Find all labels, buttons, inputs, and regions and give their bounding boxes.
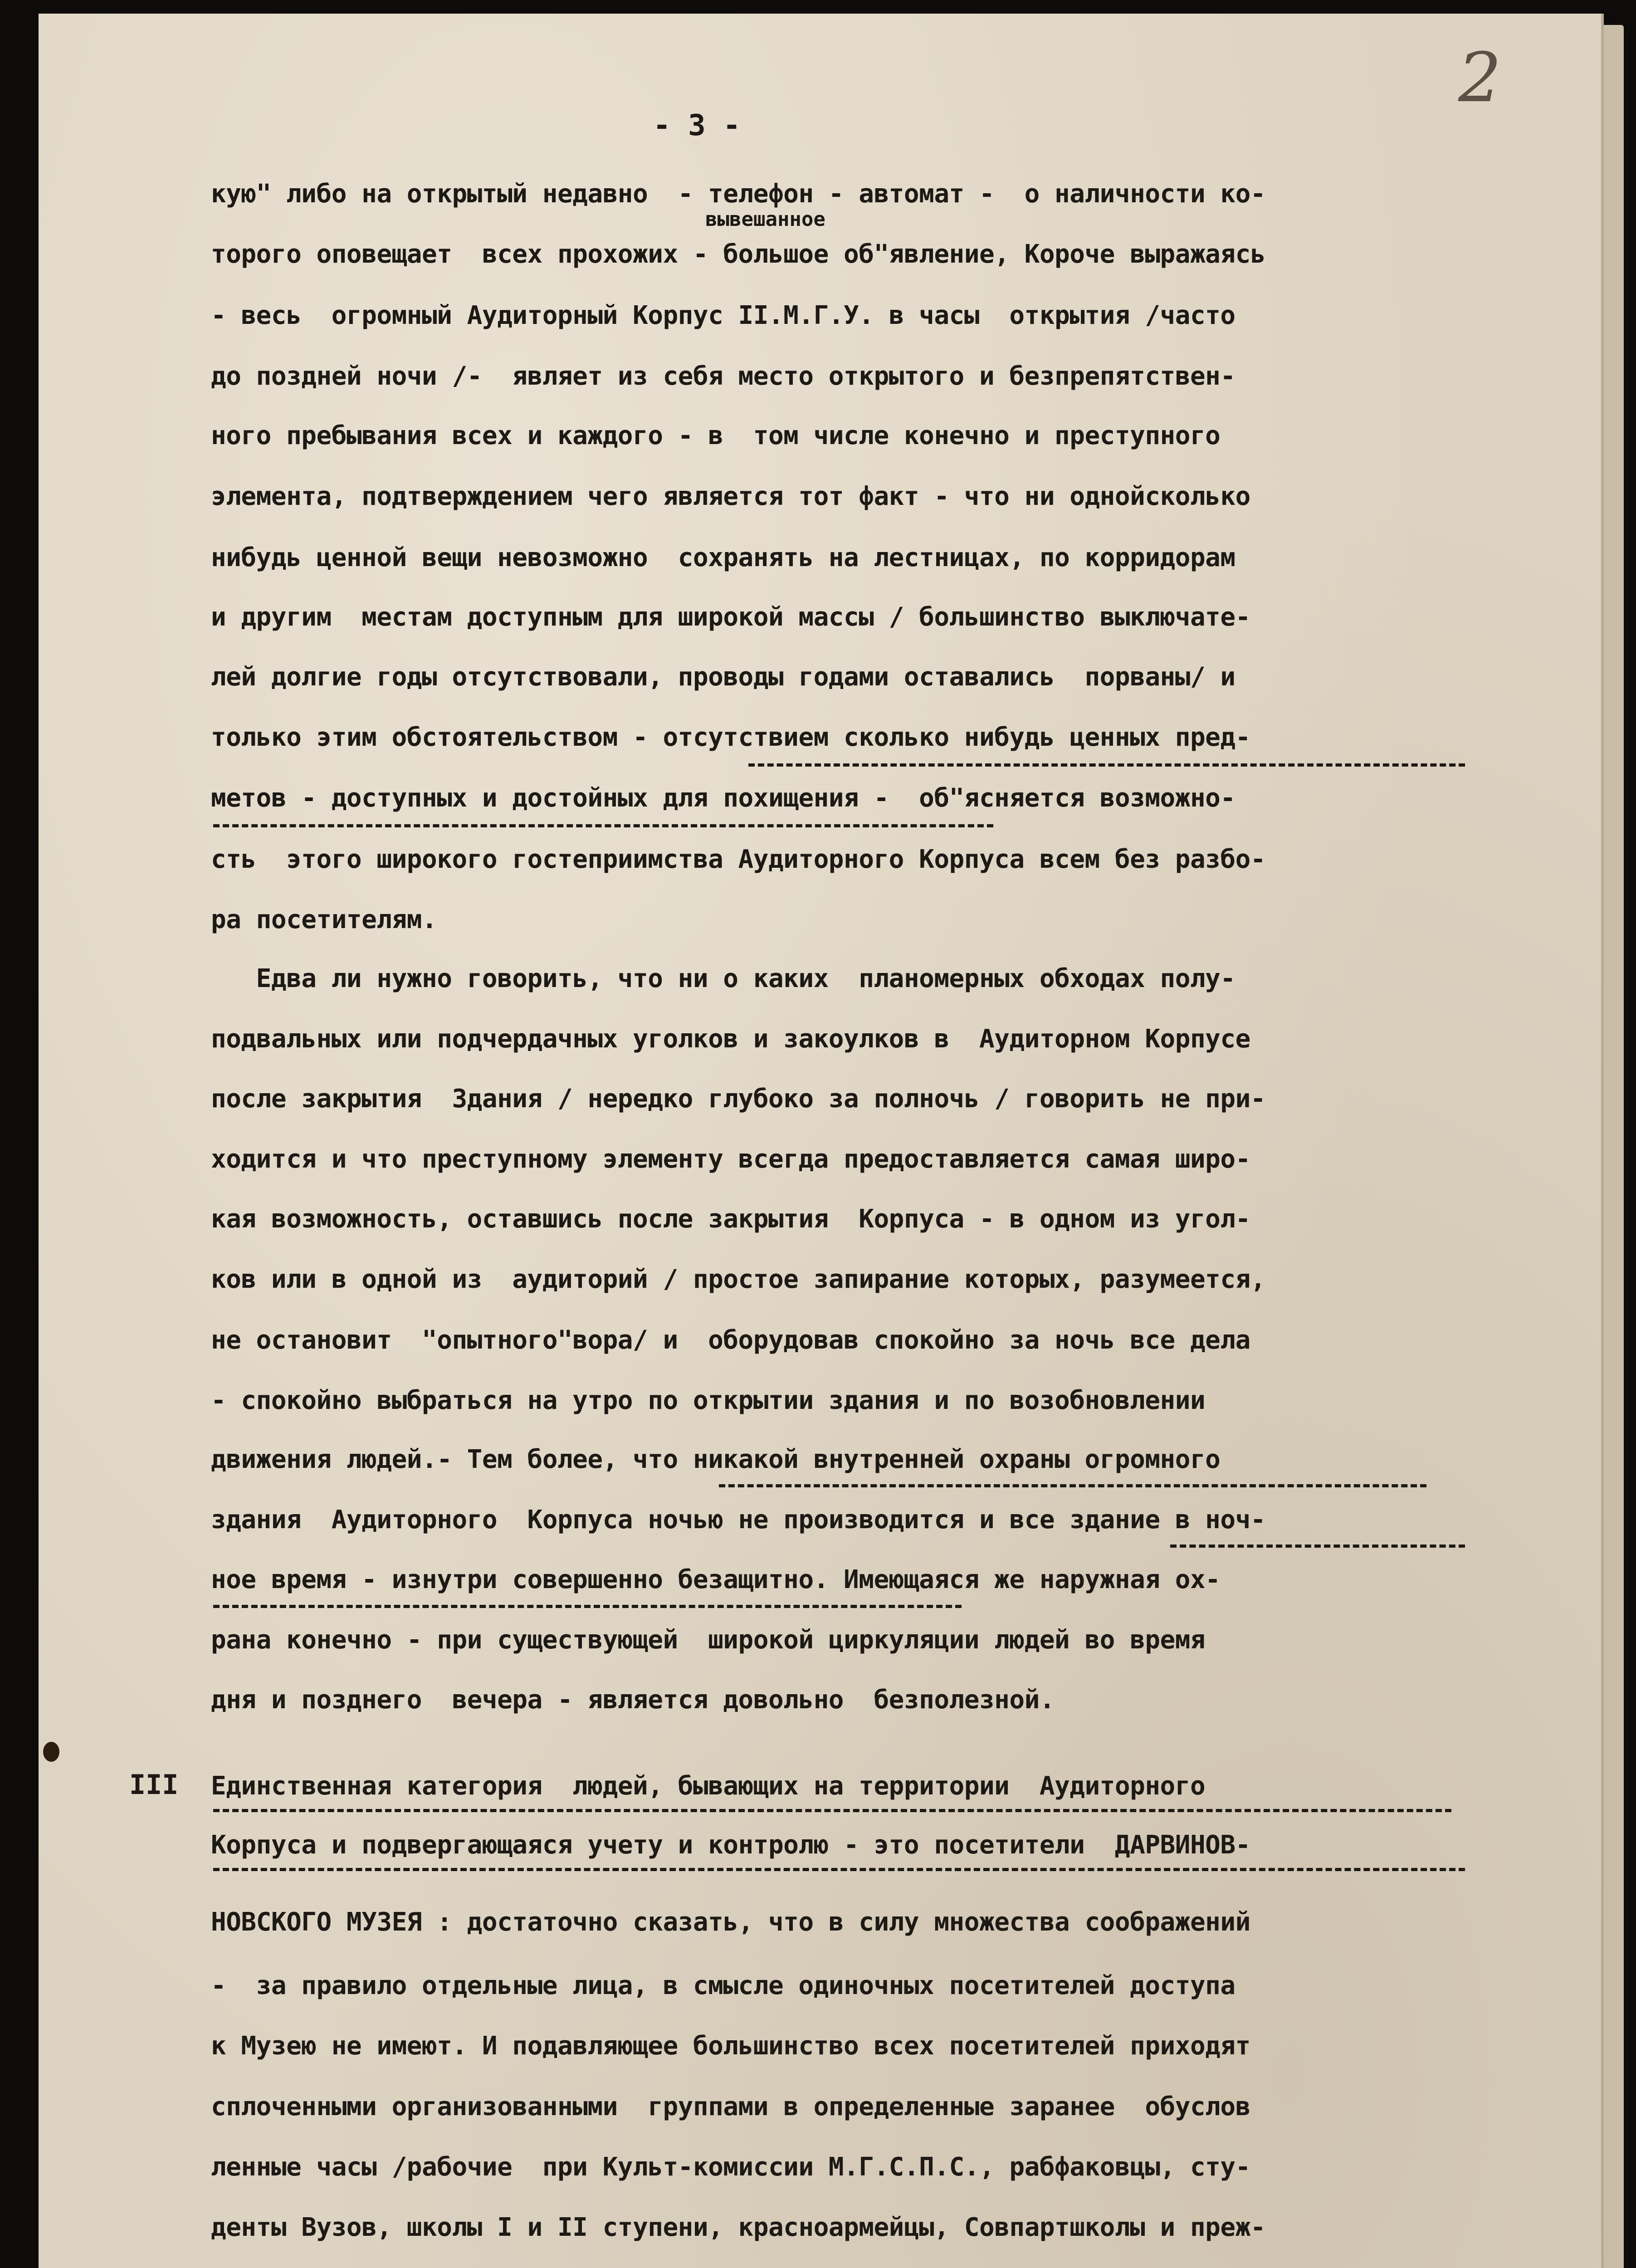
text-line: к Музею не имеют. И подавляющее большинство всех посетителей приходят <box>211 2031 1250 2061</box>
text-line: рана конечно - при существующей широкой циркуляции людей во время <box>211 1625 1206 1655</box>
text-line: - за правило отдельные лица, в смысле одиночных посетителей доступа <box>211 1971 1236 2000</box>
text-line: метов - доступных и достойных для похищения - об"ясняется возможно- <box>211 783 1236 813</box>
text-line: дня и позднего вечера - является довольно безполезной. <box>211 1685 1055 1715</box>
text-line: не остановит "опытного"вора/ и оборудовав спокойно за ночь все дела <box>211 1325 1250 1355</box>
text-line: подвальных или подчердачных уголков и закоулков в Аудиторном Корпусе <box>211 1024 1250 1054</box>
text-line: торого оповещает всех прохожих - большое об"явление, Короче выражаясь <box>211 240 1266 269</box>
text-line: здания Аудиторного Корпуса ночью не производится и все здание в ноч- <box>211 1505 1266 1535</box>
text-line: ра посетителям. <box>211 905 437 934</box>
text-line: НОВСКОГО МУЗЕЯ : достаточно сказать, что в силу множества соображений <box>211 1907 1250 1937</box>
text-line: - спокойно выбраться на утро по открытии здания и по возобновлении <box>211 1386 1206 1415</box>
text-line: ное время - изнутри совершенно безащитно. Имеющаяся же наружная ох- <box>211 1565 1221 1594</box>
text-line: лей долгие годы отсутствовали, проводы годами оставались порваны/ и <box>211 662 1236 692</box>
text-line: движения людей.- Тем более, что никакой внутренней охраны огромного <box>211 1445 1221 1474</box>
inserted-word: вывешанное <box>705 208 825 231</box>
page-number: - 3 - <box>653 109 741 142</box>
dashed-underline <box>719 1484 1426 1487</box>
text-line: до поздней ночи /- являет из себя место открытого и безпрепятствен- <box>211 362 1236 391</box>
handwritten-sheet-number: 2 <box>1458 39 1502 117</box>
dashed-underline <box>213 824 993 827</box>
text-line: элемента, подтверждением чего является тот факт - что ни однойсколько <box>211 482 1250 511</box>
text-line: Едва ли нужно говорить, что ни о каких планомерных обходах полу- <box>211 964 1236 993</box>
text-line: ков или в одной из аудиторий / простое запирание которых, разумеется, <box>211 1265 1266 1294</box>
text-line: кую" либо на открытый недавно - телефон - автомат - о наличности ко- <box>211 179 1266 209</box>
text-line: после закрытия Здания / нередко глубоко за полночь / говорить не при- <box>211 1084 1266 1114</box>
section-numeral: III <box>129 1769 179 1801</box>
text-line: - весь огромный Аудиторный Корпус II.М.Г.У. в часы открытия /часто <box>211 301 1236 330</box>
text-line: ленные часы /рабочие при Культ-комиссии М.Г.С.П.С., рабфаковцы, сту- <box>211 2152 1250 2182</box>
text-line: ходится и что преступному элементу всегда предоставляется самая широ- <box>211 1144 1250 1174</box>
text-line: сплоченными организованными группами в определенные заранее обуслов <box>211 2092 1250 2121</box>
dashed-underline <box>1170 1545 1465 1548</box>
dashed-underline <box>748 763 1465 767</box>
text-line: денты Вузов, школы I и II ступени, красноармейцы, Совпартшколы и преж- <box>211 2213 1266 2242</box>
text-line: только этим обстоятельством - отсутствием сколько нибудь ценных пред- <box>211 723 1250 752</box>
text-line: кая возможность, оставшись после закрытия Корпуса - в одном из угол- <box>211 1204 1250 1234</box>
text-line: нибудь ценной вещи невозможно сохранять на лестницах, по корридорам <box>211 543 1236 572</box>
dashed-underline <box>213 1605 962 1608</box>
text-line: Корпуса и подвергающаяся учету и контролю - это посетители ДАРВИНОВ- <box>211 1830 1250 1860</box>
text-line: Единственная категория людей, бывающих на территории Аудиторного <box>211 1771 1206 1801</box>
dashed-underline <box>213 1868 1465 1871</box>
text-line: и другим местам доступным для широкой массы / большинство выключате- <box>211 602 1250 632</box>
ink-stain <box>43 1742 59 1762</box>
text-line: ного пребывания всех и каждого - в том числе конечно и преступного <box>211 421 1221 450</box>
dashed-underline <box>213 1809 1451 1812</box>
text-line: сть этого широкого гостеприимства Аудиторного Корпуса всем без разбо- <box>211 845 1266 874</box>
